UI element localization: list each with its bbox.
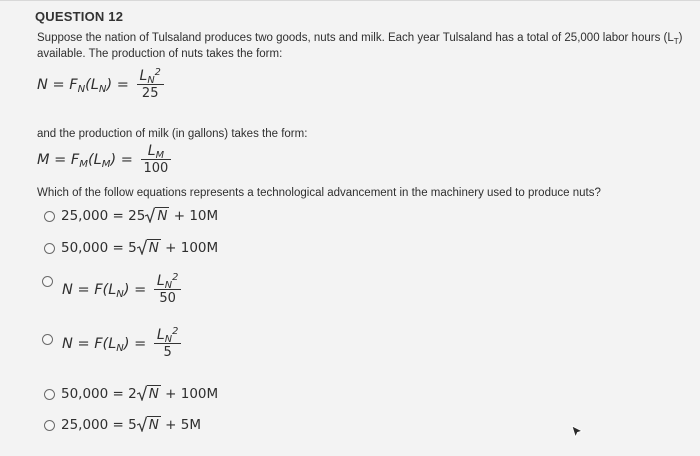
option-5-lhs: 50,000 = 2 — [61, 386, 137, 402]
option-4-radio[interactable] — [42, 334, 53, 345]
option-4-sub: N — [116, 343, 124, 355]
option-6-radio[interactable] — [44, 420, 55, 431]
nuts-f-sub: N — [77, 84, 86, 96]
top-divider — [0, 0, 700, 1]
milk-num-sub: M — [155, 150, 165, 162]
nuts-num: L — [139, 68, 148, 84]
square-root-icon — [137, 385, 161, 402]
nuts-close: ) = — [106, 76, 129, 93]
option-3-num: L — [156, 273, 165, 289]
milk-f-sub: M — [79, 159, 88, 171]
nuts-fraction — [137, 68, 164, 101]
option-2-radio[interactable] — [44, 243, 55, 254]
milk-arg-sub: M — [101, 159, 111, 171]
option-6-rest: + 5M — [165, 417, 201, 433]
option-3-sub: N — [116, 289, 124, 301]
option-4-fraction — [154, 327, 181, 360]
option-5-rest: + 100M — [165, 386, 219, 402]
square-root-icon — [137, 239, 161, 256]
option-1-equation[interactable] — [61, 207, 218, 224]
option-4-equation[interactable] — [62, 327, 181, 360]
intro-line-1 — [37, 32, 683, 44]
nuts-arg-sub: N — [98, 84, 107, 96]
milk-den: 100 — [141, 159, 172, 176]
option-4-num-sup: 2 — [172, 325, 179, 337]
option-3-fraction — [154, 273, 181, 306]
question-prompt: Which of the follow equations represents a technological advancement in the machinery used to produce nuts? — [37, 187, 601, 199]
option-5-equation[interactable] — [61, 385, 218, 402]
square-root-icon — [145, 207, 169, 224]
option-5-radicand: N — [148, 386, 159, 402]
nuts-formula — [37, 68, 164, 101]
nuts-arg: (L — [85, 76, 99, 93]
milk-formula — [37, 143, 171, 176]
nuts-den: 25 — [137, 84, 164, 101]
option-2-lhs: 50,000 = 5 — [61, 240, 137, 256]
option-3-radio[interactable] — [42, 276, 53, 287]
option-1-radicand: N — [157, 208, 168, 224]
option-3-close: ) = — [123, 281, 147, 298]
option-1-radio[interactable] — [44, 211, 55, 222]
option-1-lhs: 25,000 = 25 — [61, 208, 146, 224]
milk-num: L — [147, 143, 156, 159]
option-2-equation[interactable] — [61, 239, 218, 256]
mouse-pointer-icon — [570, 424, 584, 440]
option-6-radicand: N — [148, 417, 159, 433]
option-4-den: 5 — [154, 343, 181, 360]
intro-subscript: T — [673, 36, 679, 46]
option-4-lhs: N = F(L — [62, 335, 117, 352]
milk-arg: (L — [87, 151, 102, 168]
nuts-num-sub: N — [147, 75, 155, 87]
milk-lhs: M = F — [37, 151, 80, 168]
intro-close-paren: ) — [678, 32, 683, 44]
square-root-icon — [137, 416, 161, 433]
option-4-num: L — [156, 327, 165, 343]
question-title: QUESTION 12 — [35, 9, 124, 24]
option-3-den: 50 — [154, 289, 181, 306]
option-2-rest: + 100M — [165, 240, 219, 256]
milk-fraction — [141, 143, 172, 176]
option-2-radicand: N — [148, 240, 159, 256]
milk-close: ) = — [110, 151, 133, 168]
option-4-close: ) = — [123, 335, 147, 352]
option-6-lhs: 25,000 = 5 — [61, 417, 137, 433]
option-5-radio[interactable] — [44, 389, 55, 400]
option-3-num-sub: N — [164, 280, 173, 292]
nuts-num-sup: 2 — [154, 66, 161, 78]
nuts-lhs: N = F — [37, 76, 78, 93]
option-4-num-sub: N — [164, 334, 173, 346]
option-3-num-sup: 2 — [172, 271, 179, 283]
intro-text: Suppose the nation of Tulsaland produces two goods, nuts and milk. Each year Tulsaland has a total of 25,000 labor hours (L — [37, 32, 674, 44]
option-6-equation[interactable] — [61, 416, 201, 433]
option-1-rest: + 10M — [173, 208, 219, 224]
milk-intro: and the production of milk (in gallons) takes the form: — [37, 128, 308, 140]
intro-line-2: available. The production of nuts takes the form: — [37, 48, 283, 60]
option-3-equation[interactable] — [62, 273, 181, 306]
option-3-lhs: N = F(L — [62, 281, 117, 298]
